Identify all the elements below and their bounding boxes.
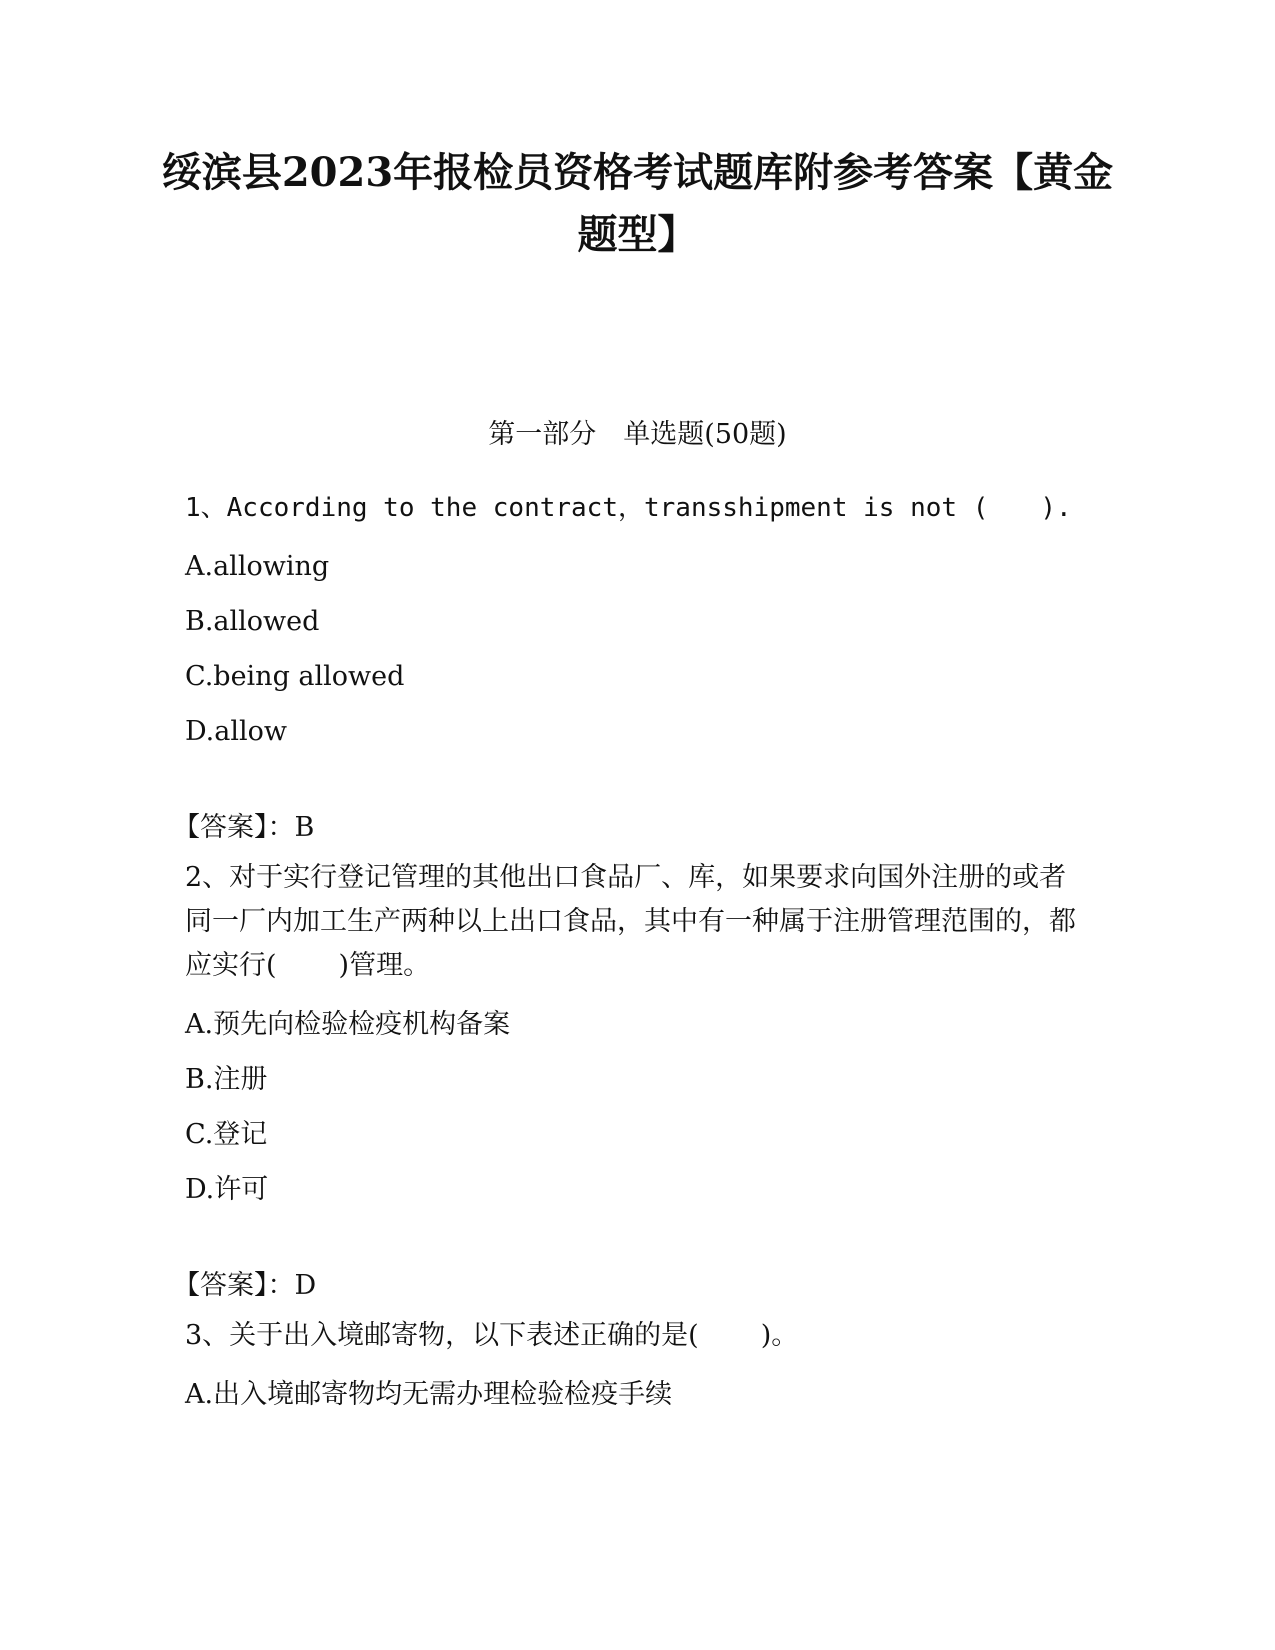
answer: 【答案】：B <box>173 812 315 843</box>
question-1 <box>173 486 1085 856</box>
question-list <box>173 486 1085 1422</box>
option-c: C.being allowed <box>185 661 405 692</box>
option-b: B.注册 <box>185 1064 268 1095</box>
question-3 <box>185 1314 1085 1422</box>
option-d: D.许可 <box>185 1174 269 1205</box>
option-a: A.出入境邮寄物均无需办理检验检疫手续 <box>185 1379 673 1410</box>
question-stem <box>185 1314 1085 1358</box>
option-d: D.allow <box>185 716 288 747</box>
stem-end: )管理。 <box>338 950 431 981</box>
stem-end: )。 <box>760 1320 799 1351</box>
option-c: C.登记 <box>185 1119 268 1150</box>
question-stem <box>185 486 1085 530</box>
stem-start: 1、According to the contract，transshipment is not ( <box>185 493 989 523</box>
question-stem <box>185 856 1085 988</box>
option-a: A.allowing <box>185 551 330 582</box>
stem-start: 3、关于出入境邮寄物，以下表述正确的是( <box>185 1320 699 1351</box>
question-2 <box>173 856 1085 1314</box>
option-a: A.预先向检验检疫机构备案 <box>185 1009 511 1040</box>
document-title: 绥滨县2023年报检员资格考试题库附参考答案【黄金题型】 <box>161 149 1114 258</box>
option-b: B.allowed <box>185 606 320 637</box>
stem-end: ). <box>1040 493 1072 523</box>
answer: 【答案】：D <box>173 1270 317 1301</box>
stem-start: 2、对于实行登记管理的其他出口食品厂、库，如果要求向国外注册的或者同一厂内加工生产两种以上出口食品，其中有一种属于注册管理范围的，都应实行( <box>185 862 1076 981</box>
section-heading: 第一部分 单选题(50题) <box>488 419 787 450</box>
